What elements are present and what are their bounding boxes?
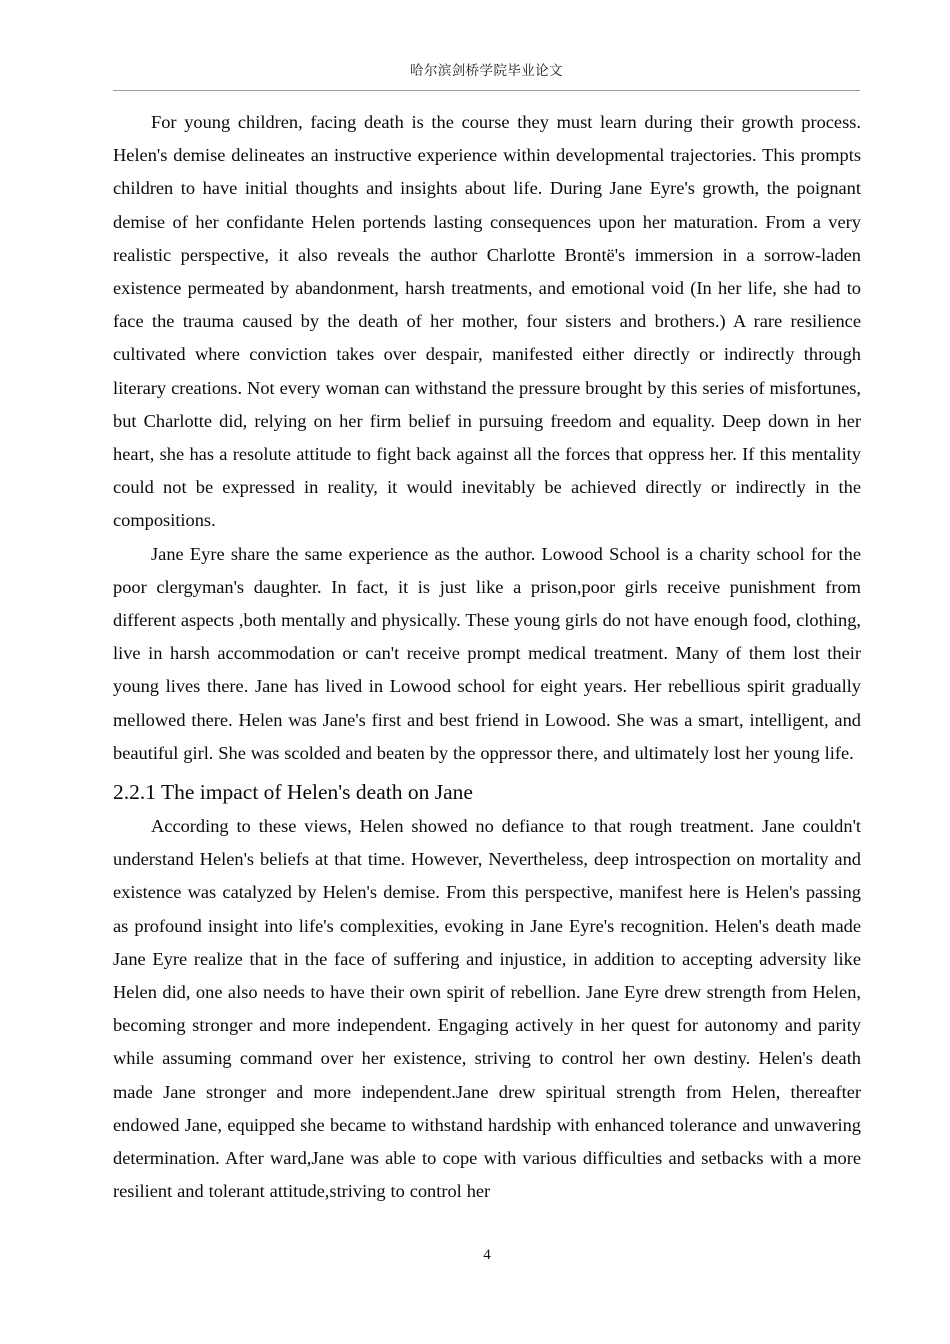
page-content-column	[113, 106, 861, 1209]
page-number-footer: 4	[483, 1247, 491, 1263]
body-paragraph-1: For young children, facing death is the course they must learn during their growth process. Helen's demise delineates an instructive experience within developmental trajectories. This prompts children to have initial thoughts and insights about life. During Jane Eyre's growth, the poignant demise of her confidante Helen portends lasting consequences upon her maturation. From a very realistic perspective, it also reveals the author Charlotte Brontë's immersion in a sorrow-laden existence permeated by abandonment, harsh treatments, and emotional void (In her life, she had to face the trauma caused by the death of her mother, four sisters and brothers.) A rare resilience cultivated where conviction takes over despair, manifested either directly or indirectly through literary creations. Not every woman can withstand the pressure brought by this series of misfortunes, but Charlotte did, relying on her firm belief in pursuing freedom and equality. Deep down in her heart, she has a resolute attitude to fight back against all the forces that oppress her. If this mentality could not be expressed in reality, it would inevitably be achieved directly or indirectly in the compositions.	[113, 112, 861, 531]
running-header-title: 哈尔滨剑桥学院毕业论文	[410, 63, 563, 79]
body-paragraph-2: Jane Eyre share the same experience as the author. Lowood School is a charity school for the poor clergyman's daughter. In fact, it is just like a prison,poor girls receive punishment from different aspects ,both mentally and physically. These young girls do not have enough food, clothing, live in harsh accommodation or can't receive prompt medical treatment. Many of them lost their young lives there. Jane has lived in Lowood school for eight years. Her rebellious spirit gradually mellowed there. Helen was Jane's first and best friend in Lowood. She was a smart, intelligent, and beautiful girl. She was scolded and beaten by the oppressor there, and ultimately lost her young life.	[113, 543, 862, 763]
header-divider-rule	[113, 90, 860, 91]
body-paragraph-3: According to these views, Helen showed no defiance to that rough treatment. Jane couldn't understand Helen's beliefs at that time. However, Nevertheless, deep introspection on mortality and existence was catalyzed by Helen's demise. From this perspective, manifest here is Helen's passing as profound insight into life's complexities, evoking in Jane Eyre's recognition. Helen's death made Jane Eyre realize that in the face of suffering and injustice, in addition to accepting adversity like Helen did, one also needs to have their own spirit of rebellion. Jane Eyre drew strength from Helen, becoming stronger and more independent. Engaging actively in her quest for autonomy and parity while assuming command over her existence, striving to control her own destiny. Helen's death made Jane stronger and more independent.Jane drew spiritual strength from Helen, thereafter endowed Jane, equipped she became to withstand hardship with enhanced tolerance and unwavering determination. After ward,Jane was able to cope with various difficulties and setbacks with a more resilient and tolerant attitude,striving to control her	[113, 816, 861, 1202]
section-heading-2-2-1: 2.2.1 The impact of Helen's death on Jane	[113, 780, 473, 805]
